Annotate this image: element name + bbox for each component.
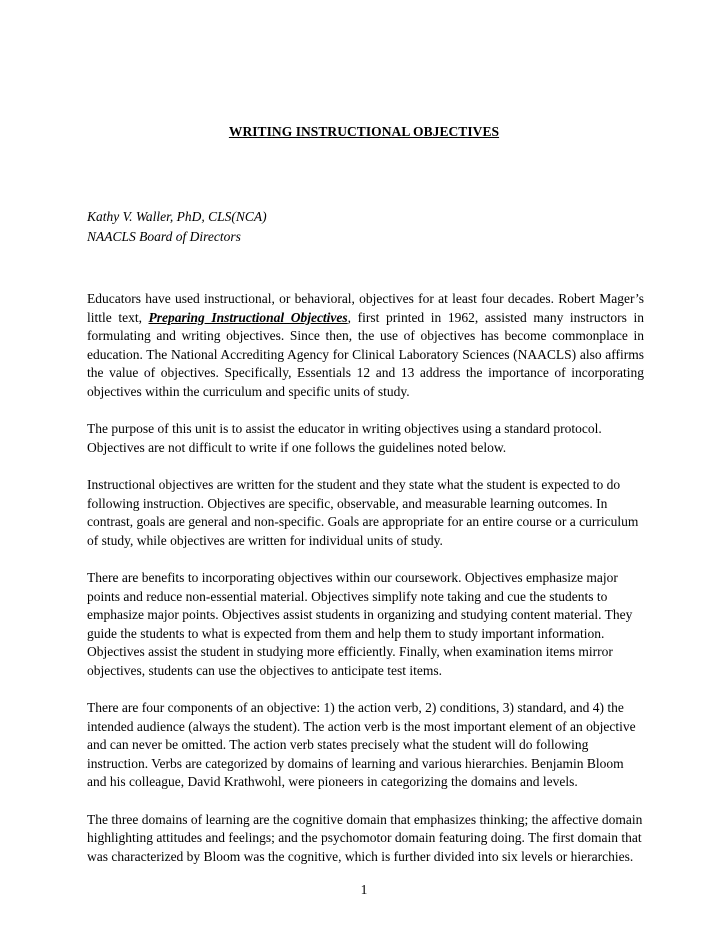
page-number: 1 <box>360 882 368 897</box>
paragraph-components: There are four components of an objective: 1) the action verb, 2) conditions, 3) standard, and 4) the intended audience (always the student). The action verb is the most important element of an objective and can never be omitted. The action verb states precisely what the student will do following instruction. Verbs are categorized by domains of learning and various hierarchies. Benjamin Bloom and his colleague, David Krathwohl, were pioneers in categorizing the domains and levels. <box>87 700 636 790</box>
paragraph-intro-after: , first printed in 1962, assisted many instructors in formulating and writing objectives. Since then, the use of objectives has become commonplace in education. The National Accrediting Agency for Clinical Laboratory Sciences (NAACLS) also affirms the value of objectives. Specifically, Essentials 12 and 13 address the importance of incorporating objectives within the curriculum and specific units of study. <box>87 309 644 399</box>
author-affiliation: NAACLS Board of Directors <box>87 229 241 244</box>
paragraph-domains: The three domains of learning are the cognitive domain that emphasizes thinking; the affective domain highlighting attitudes and feelings; and the psychomotor domain featuring doing. The first domain that was characterized by Bloom was the cognitive, which is further divided into six levels or hierarchies. <box>87 811 643 864</box>
paragraph-benefits: There are benefits to incorporating objectives within our coursework. Objectives emphasize major points and reduce non-essential material. Objectives simplify note taking and cue the students to emphasize major points. Objectives assist students in organizing and studying content material. They guide the students to what is expected from them and help them to study important information. Objectives assist the student in studying more efficiently. Finally, when examination items mirror objectives, students can use the objectives to anticipate test items. <box>87 569 633 678</box>
author-block <box>87 207 267 247</box>
paragraph-intro <box>87 290 644 402</box>
author-name: Kathy V. Waller, PhD, CLS(NCA) <box>87 209 267 224</box>
paragraph-intro-before: Educators have used instructional, or behavioral, objectives for at least four decades. Robert Mager’s little text, <box>87 291 644 325</box>
document-title: WRITING INSTRUCTIONAL OBJECTIVES <box>228 124 500 139</box>
book-title: Preparing Instructional Objectives <box>148 309 348 325</box>
document-body <box>87 290 644 885</box>
paragraph-definition: Instructional objectives are written for the student and they state what the student is expected to do following instruction. Objectives are specific, observable, and measurable learning outcomes. In contrast, goals are general and non-specific. Goals are appropriate for an entire course or a curriculum of study, while objectives are written for individual units of study. <box>87 476 639 548</box>
paragraph-purpose: The purpose of this unit is to assist the educator in writing objectives using a standard protocol. Objectives are not difficult to write if one follows the guidelines noted below. <box>87 421 602 455</box>
